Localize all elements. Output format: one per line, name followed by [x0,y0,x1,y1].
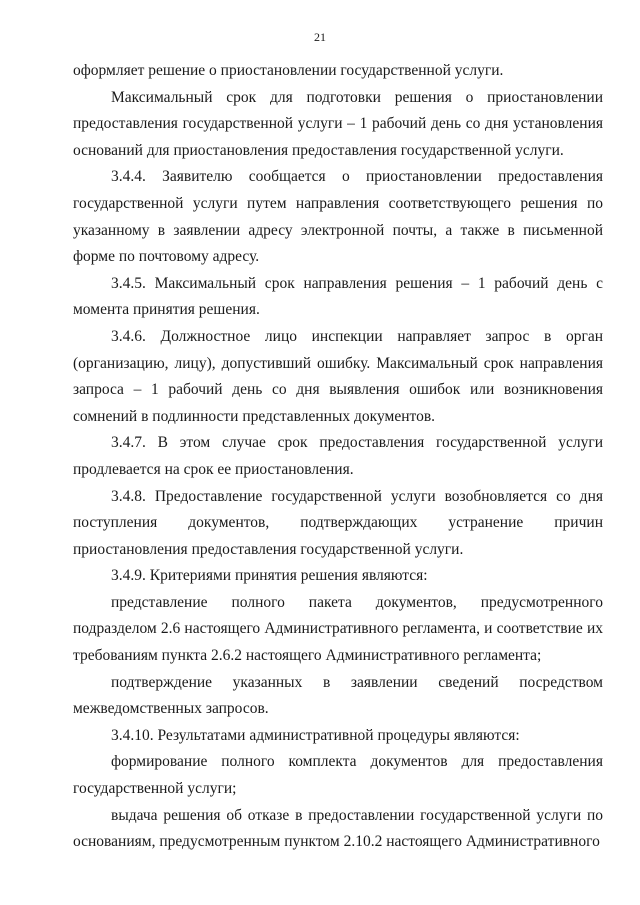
paragraph-criterion-confirmation: подтверждение указанных в заявлении сведений посредством межведомственных запросов. [73,673,603,718]
paragraph-3-4-9: 3.4.9. Критериями принятия решения являются: [111,567,428,585]
paragraph-3-4-10: 3.4.10. Результатами административной процедуры являются: [111,726,520,744]
paragraph-3-4-7: 3.4.7. В этом случае срок предоставления государственной услуги продлевается на срок ее приостановления. [73,434,603,478]
document-body [73,58,603,856]
paragraph-max-term-suspension: Максимальный срок для подготовки решения о приостановлении предоставления государственной услуги – 1 рабочий день со дня установления оснований для приостановления предоставления государственной услуги. [73,88,603,159]
paragraph-3-4-4: 3.4.4. Заявителю сообщается о приостановлении предоставления государственной услуги путем направления соответствующего решения по указанному в заявлении адресу электронной почты, а также в письменной форме по почтовому адресу. [73,168,603,266]
paragraph-3-4-6: 3.4.6. Должностное лицо инспекции направляет запрос в орган (организацию, лицу), допустивший ошибку. Максимальный срок направления запроса – 1 рабочий день со дня выявления ошибок или возникновения сомнений в подлинности представленных документов. [73,327,603,425]
paragraph-result-refusal-decision: выдача решения об отказе в предоставлении государственной услуги по основаниям, предусмотренным пунктом 2.10.2 настоящего Административного [73,806,603,851]
paragraph-result-forming-package: формирование полного комплекта документов для предоставления государственной услуги; [73,753,603,798]
page-number: 21 [314,30,326,44]
paragraph-continuation: оформляет решение о приостановлении государственной услуги. [73,62,504,79]
paragraph-3-4-5: 3.4.5. Максимальный срок направления решения – 1 рабочий день с момента принятия решения. [73,274,603,319]
paragraph-3-4-8: 3.4.8. Предоставление государственной услуги возобновляется со дня поступления документов, подтверждающих устранение причин приостановления предоставления государственной услуги. [73,487,603,558]
paragraph-criterion-full-package: представление полного пакета документов, предусмотренного подразделом 2.6 настоящего Административного регламента, и соответствие их требованиям пункта 2.6.2 настоящего Административного регламента; [73,593,603,665]
